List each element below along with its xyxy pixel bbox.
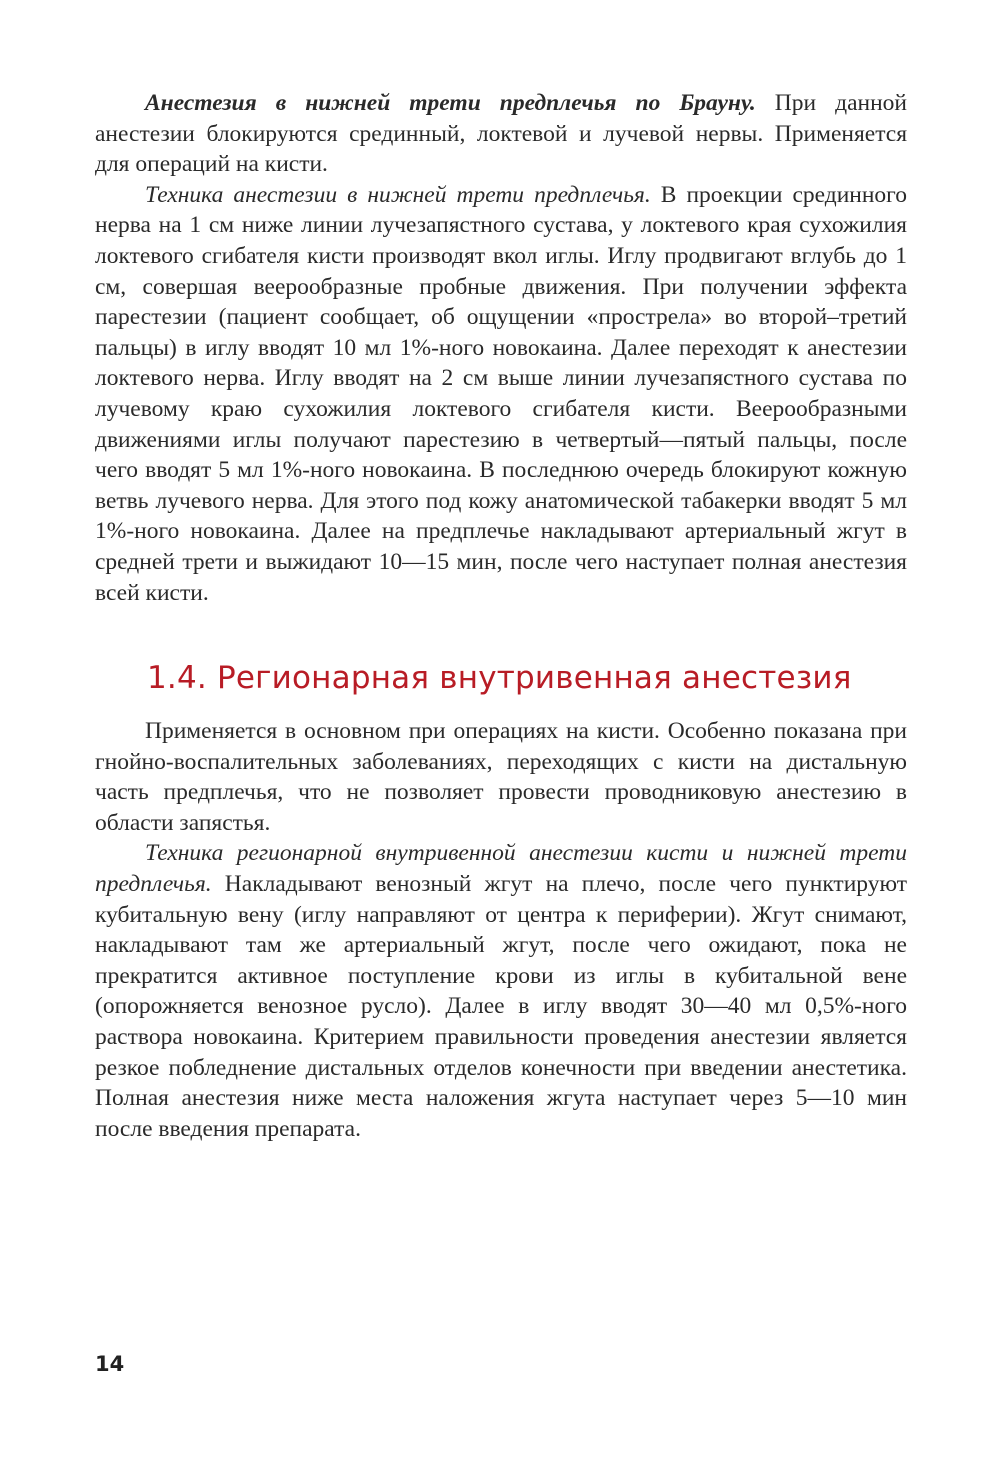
paragraph-italic-lead: Техника анестезии в нижней трети предплечья. (145, 181, 651, 208)
paragraph-regional-iv-indications (95, 716, 907, 838)
paragraph-text: Применяется в основном при операциях на кисти. Особенно показана при гнойно-воспалительных заболеваниях, переходящих с кисти на дистальную часть предплечья, что не позволяет провести проводниковую анестезию в области запястья. (95, 718, 907, 836)
paragraph-italic-lead: Техника регионарной внутривенной анестезии кисти и нижней трети предплечья. (95, 840, 907, 898)
section-heading: 1.4. Регионарная внутривенная анестезия (147, 660, 852, 697)
paragraph-run-in-heading: Анестезия в нижней трети предплечья по Брауну. (145, 90, 756, 116)
paragraph-regional-iv-technique (95, 838, 907, 1144)
paragraph-text: В проекции срединного нерва на 1 см ниже линии лучезапястного сустава, у локтевого края сухожилия локтевого сгибателя кисти производят вкол иглы. Иглу продвигают вглубь до 1 см, совершая веерообразные пробные движения. При получении эффекта парестезии (пациент сообщает, об ощущении «прострела» во второй–третий пальцы) в иглу вводят 10 мл 1%-ного новокаина. Далее переходят к анестезии локтевого нерва. Иглу вводят на 2 см выше линии лучезапястного сустава по лучевому краю сухожилия локтевого сгибателя кисти. Веерообразными движениями иглы получают парестезию в четвертый—пятый пальцы, после чего вводят 5 мл 1%-ного новокаина. В последнюю очередь блокируют кожную ветвь лучевого нерва. Для этого под кожу анатомической табакерки вводят 5 мл 1%-ного новокаина. Далее на предплечье накладывают артериальный жгут в средней трети и выжидают 10—15 мин, после чего наступает полная анестезия всей кисти. (95, 181, 907, 606)
paragraph-text: При данной анестезии блокируются срединный, локтевой и лучевой нервы. Применяется для операций на кисти. (95, 90, 907, 178)
page-number: 14 (95, 1352, 125, 1376)
paragraph-braun-anesthesia (95, 88, 907, 180)
page-body (95, 88, 907, 1144)
paragraph-braun-technique (95, 180, 907, 608)
paragraph-text: Накладывают венозный жгут на плечо, после чего пунктируют кубитальную вену (иглу направляют от центра к периферии). Жгут снимают, накладывают там же артериальный жгут, после чего ожидают, пока не прекратится активное поступление крови из иглы в кубитальной вене (опорожняется венозное русло). Далее в иглу вводят 30—40 мл 0,5%-ного раствора новокаина. Критерием правильности проведения анестезии является резкое побледнение дистальных отделов конечности при введении анестетика. Полная анестезия ниже места наложения жгута наступает через 5—10 мин после введения препарата. (95, 871, 907, 1142)
